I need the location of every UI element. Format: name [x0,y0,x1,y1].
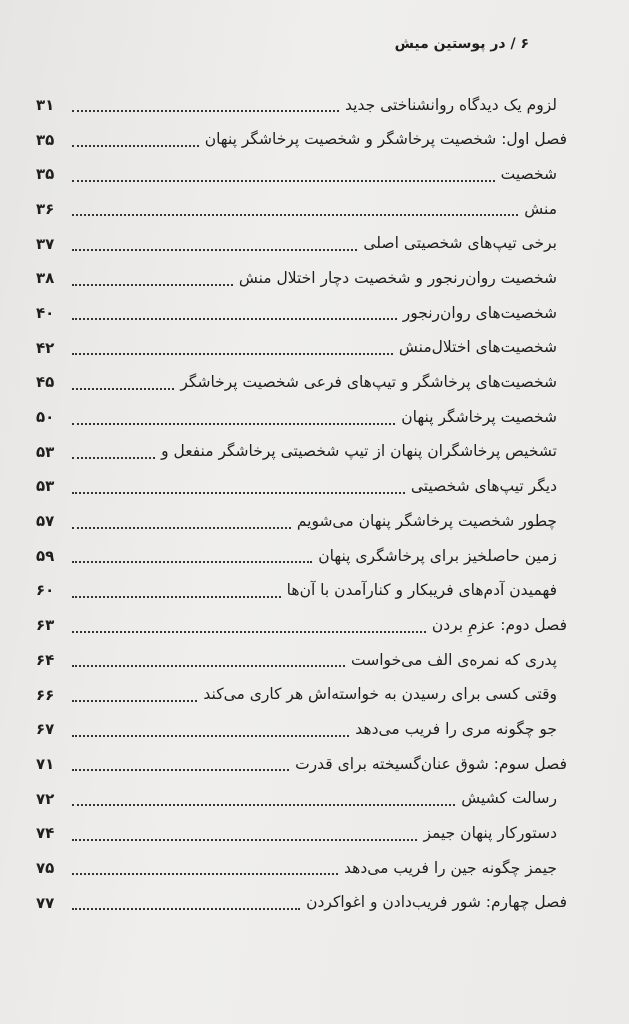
toc-entry [36,678,567,713]
toc-entry [36,747,567,782]
toc-entry-title: رسالت کشیش [461,789,557,808]
toc-entry [36,192,567,227]
toc-entry-title: زمین حاصلخیز برای پرخاشگری پنهان [318,546,557,565]
toc-entry [36,227,567,262]
toc-entry-title: جو چگونه مری را فریب می‌دهد [355,719,557,738]
table-of-contents [36,88,567,921]
toc-entry-title: فصل اول: شخصیت پرخاشگر و شخصیت پرخاشگر پنهان [204,130,567,149]
dot-leader [72,631,426,633]
toc-entry [36,504,567,539]
dot-leader [72,284,233,286]
toc-entry [36,123,567,158]
dot-leader [72,561,312,563]
toc-entry-title: پدری که نمره‌ی الف می‌خواست [351,650,557,669]
dot-leader [72,249,357,251]
toc-entry-page-number: ۷۱ [36,754,55,773]
toc-entry-page-number: ۷۲ [36,789,55,808]
dot-leader [72,804,455,806]
dot-leader [72,839,417,841]
toc-entry [36,366,567,401]
toc-entry-title: برخی تیپ‌های شخصیتی اصلی [363,234,557,253]
toc-entry [36,816,567,851]
toc-entry [36,400,567,435]
toc-entry-page-number: ۴۵ [36,373,55,392]
toc-entry-page-number: ۳۷ [36,234,55,253]
toc-entry [36,574,567,609]
dot-leader [72,388,174,390]
dot-leader [72,873,338,875]
toc-entry-title: جیمز چگونه جین را فریب می‌دهد [344,858,557,877]
toc-entry-page-number: ۷۷ [36,893,55,912]
toc-entry [36,643,567,678]
toc-entry-title: دستورکار پنهان جیمز [423,824,557,843]
toc-entry-page-number: ۷۵ [36,858,55,877]
dot-leader [72,492,405,494]
toc-entry-title: وقتی کسی برای رسیدن به خواسته‌اش هر کاری می‌کند [203,685,557,704]
toc-entry-title: شخصیت [500,164,557,183]
toc-entry-title: شخصیت‌های روان‌رنجور [402,303,557,322]
toc-entry-page-number: ۳۱ [36,95,55,114]
toc-entry-page-number: ۶۶ [36,685,55,704]
toc-entry-page-number: ۳۸ [36,269,55,288]
toc-entry-page-number: ۶۰ [36,581,55,600]
dot-leader [72,908,300,910]
toc-entry [36,331,567,366]
toc-entry [36,712,567,747]
toc-entry [36,435,567,470]
dot-leader [72,214,518,216]
toc-entry-title: دیگر تیپ‌های شخصیتی [410,477,557,496]
toc-entry [36,539,567,574]
toc-entry [36,782,567,817]
toc-entry-page-number: ۶۴ [36,650,55,669]
dot-leader [72,180,495,182]
toc-entry-title: شخصیت‌های اختلال‌منش [398,338,557,357]
toc-entry-page-number: ۳۵ [36,130,55,149]
toc-entry-title: فصل سوم: شوق عنان‌گسیخته برای قدرت [295,754,567,773]
toc-entry-page-number: ۵۷ [36,512,55,531]
toc-entry-title: لزوم یک دیدگاه روانشناختی جدید [345,95,557,114]
toc-entry [36,88,567,123]
dot-leader [72,145,199,147]
dot-leader [72,527,291,529]
toc-entry-page-number: ۷۴ [36,824,55,843]
toc-entry-page-number: ۵۳ [36,477,55,496]
toc-entry [36,157,567,192]
toc-entry-title: منش [524,199,557,218]
toc-entry-page-number: ۵۰ [36,408,55,427]
dot-leader [72,665,345,667]
toc-entry-title: شخصیت روان‌رنجور و شخصیت دچار اختلال منش [238,269,557,288]
toc-entry-title: فصل چهارم: شور فریب‌دادن و اغواکردن [306,893,567,912]
toc-entry [36,470,567,505]
toc-entry-page-number: ۶۳ [36,616,55,635]
dot-leader [72,457,155,459]
toc-entry-title: فصل دوم: عزمِ بردن [431,615,567,634]
dot-leader [72,596,281,598]
dot-leader [72,353,393,355]
toc-entry [36,886,567,921]
toc-entry-page-number: ۳۶ [36,199,55,218]
toc-entry-title: فهمیدن آدم‌های فریبکار و کنارآمدن با آن‌ها [286,581,557,600]
toc-entry-page-number: ۴۰ [36,303,55,322]
toc-entry-page-number: ۴۲ [36,338,55,357]
toc-entry [36,608,567,643]
toc-entry-page-number: ۵۹ [36,546,55,565]
toc-entry-page-number: ۶۷ [36,720,55,739]
running-head: ۶ / در پوستین میش [394,36,529,52]
toc-entry-page-number: ۳۵ [36,165,55,184]
dot-leader [72,735,349,737]
toc-entry-title: شخصیت پرخاشگر پنهان [401,407,557,426]
toc-entry-title: شخصیت‌های پرخاشگر و تیپ‌های فرعی شخصیت پرخاشگر [180,373,557,392]
dot-leader [72,110,339,112]
dot-leader [72,700,197,702]
toc-entry-title: چطور شخصیت پرخاشگر پنهان می‌شویم [296,511,557,530]
toc-entry-page-number: ۵۳ [36,442,55,461]
dot-leader [72,318,397,320]
toc-entry [36,851,567,886]
toc-entry-title: تشخیص پرخاشگران پنهان از تیپ شخصیتی پرخاشگر منفعل و [161,442,557,461]
dot-leader [72,769,289,771]
dot-leader [72,423,395,425]
toc-entry [36,261,567,296]
toc-entry [36,296,567,331]
